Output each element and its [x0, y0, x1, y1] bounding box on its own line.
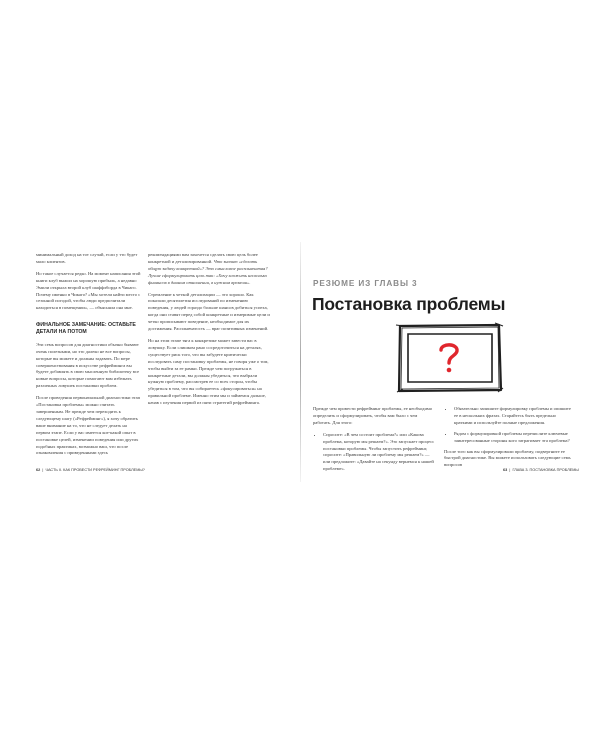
running-footer: ГЛАВА 3. ПОСТАНОВКА ПРОБЛЕМЫ [512, 468, 579, 472]
list-item: • Рядом с формулировкой проблемы перечислите ключевые заинтересованные стороны кого затрагивает эта проблема? [454, 431, 572, 445]
left-page-footer: 62 | ЧАСТЬ II. КАК ПРОВЕСТИ РЕФРЕЙМИНГ ПРОБЛЕМЫ? [36, 468, 145, 472]
italic-example: Что значит «сделать общую задачу конкретной»? Это смысловое расплывчатая? Лучше сформулировать цель так: «Хочу вложить несколько финансов в данном отношении, в нужном времени». [148, 258, 268, 285]
section-heading: ФИНАЛЬНОЕ ЗАМЕЧАНИЕ: ОСТАВЬТЕ ДЕТАЛИ НА ПОТОМ [36, 322, 136, 336]
paragraph: Эти семь вопросов для диагностики обычно бывают очень полезными, но это далеко не все вопросы, которые вы можете и должны задавать. По мере совершенствования в искусстве рефрейминга вы будете добавлять в свою мысленную библиотеку все новые вопросы, которые помогают вам избежать различных ловушек постановки проблем. [36, 341, 139, 389]
bullet-list [313, 432, 435, 473]
left-column-1 [36, 252, 142, 462]
paragraph-text: рекомендациями вам захочется сделать свою цель более конкретной и детализированной. [148, 252, 258, 264]
paragraph: Но такое случается редко. На момент написания этой книги клуб выжил на хорошую прибыль, а недавно Эмили открыла второй клуб шаффлборда в Чикаго. Почему именно в Чикаго? «Мы хотели найти место с сезонной погодой, чтобы люди предпочитали находиться в помещении», — объясняла она мне. [36, 270, 141, 311]
paragraph: После того как вы сформулировали проблему, подвергните ее быстрой диагностике. Вы можете использовать следующие семь вопросов [444, 448, 571, 468]
book-gutter [300, 242, 301, 482]
bullet-list [444, 406, 572, 445]
right-column-2 [444, 406, 572, 474]
running-footer: ЧАСТЬ II. КАК ПРОВЕСТИ РЕФРЕЙМИНГ ПРОБЛЕМЫ? [45, 468, 145, 472]
page-title: Постановка проблемы [312, 294, 506, 314]
chapter-summary-kicker: РЕЗЮМЕ ИЗ ГЛАВЫ 3 [313, 279, 418, 288]
left-column-2 [148, 252, 270, 412]
list-item: • Обязательно запишите формулировку проблемы и опишите ее в нескольких фразах. Старайтесь быть предельно краткими и используйте полные предложения. [454, 406, 572, 427]
paragraph: Стремление к четкой детализации — это хорошо. Как показали десятилетия исследований по изменению поведения, у людей гораздо больше шансов добиться успеха, когда они ставят перед собой конкретные и измеримые цели и четко прописывают поведение, необходимое для их достижения. Расплывчатость — враг позитивных изменений. [148, 291, 270, 332]
page-number: 62 [36, 468, 41, 472]
right-page-footer: 63 | ГЛАВА 3. ПОСТАНОВКА ПРОБЛЕМЫ [503, 468, 579, 472]
right-column-1 [313, 406, 435, 477]
paragraph: Прежде чем провести рефрейминг проблемы, ее необходимо определить и сформулировать, чтобы вам было с чем работать. Для этого: [313, 406, 433, 425]
list-item: • Спросите: «В чем состоит проблема?» или «Какова проблема, которую мы решаем?». Это запускает процесс постановки проблемы. Чтобы запустить рефрейминг, спросите: «Правильную ли проблему мы решаем?» — или предложите: «Давайте на секунду вернемся к нашей проблеме». [323, 432, 435, 473]
page-number: 63 [503, 468, 508, 472]
problem-sketch-illustration [395, 322, 505, 394]
paragraph: минимальный доход на тот случай, если у тто будет мало клиентов. [36, 252, 138, 264]
paragraph: После проведения первоначальной диагностики этап «Постановка проблемы» можно считать завершенным. Не прежде чем переходить к следующему шагу («Рефрейминг»), я хочу обратить ваше внимание на то, что не следует делать на первом этапе. Если у вас имеется кое-какой опыт в постановке целей, изменении поведения или других подобных практиках, возможно ваш, что после ознакомления с приведенными здесь [36, 395, 141, 456]
paragraph [148, 252, 270, 287]
paragraph: Но на этом этапе тяга к конкретике может завести вас в ловушку. Если слишком рано сосредоточиться на деталях, существует риск того, что вы забудете критически исследовать саму постановку проблемы, не говоря уже о том, чтобы выйти за ее рамки. Прежде чем погружаться в конкретные детали, вы должны убедиться, что выбрали нужную проблему, рассмотрев ее со всех сторон, чтобы убедиться в том, что вы собираетесь «фокусироваться» на правильной проблеме. Именно этим мы и займемся дальше, начав с изучения первой из пяти стратегий рефрейминга. [148, 337, 269, 406]
